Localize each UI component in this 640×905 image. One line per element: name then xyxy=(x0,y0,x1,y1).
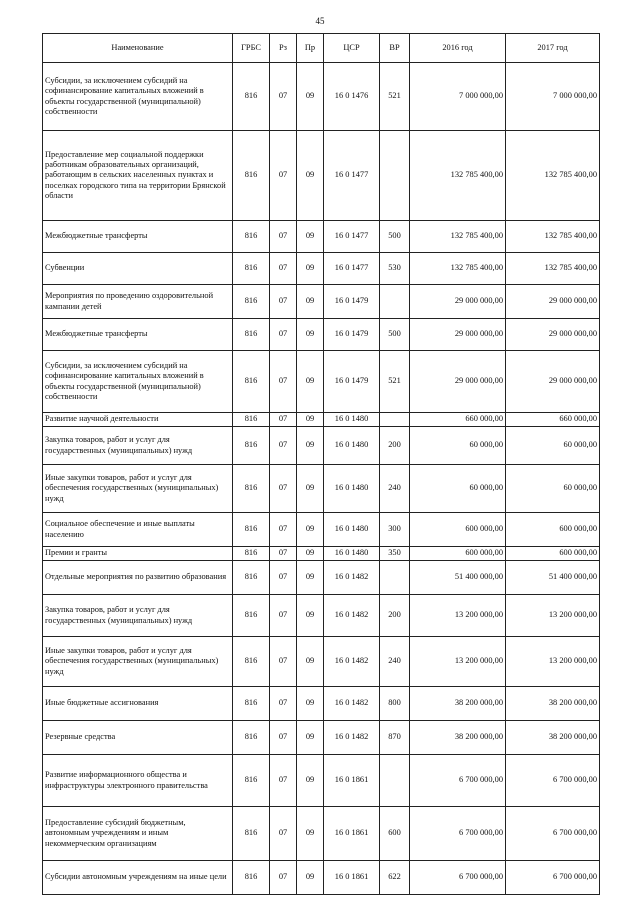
cell-rz: 07 xyxy=(270,221,297,253)
cell-rz: 07 xyxy=(270,131,297,221)
cell-vr xyxy=(380,755,410,807)
cell-2017: 29 000 000,00 xyxy=(506,319,600,351)
cell-pr: 09 xyxy=(297,63,324,131)
cell-vr: 800 xyxy=(380,687,410,721)
cell-grbs: 816 xyxy=(233,755,270,807)
cell-name: Социальное обеспечение и иные выплаты населению xyxy=(43,513,233,547)
page-number: 45 xyxy=(315,16,325,26)
cell-2017: 38 200 000,00 xyxy=(506,721,600,755)
cell-2017: 660 000,00 xyxy=(506,413,600,427)
cell-csr: 16 0 1477 xyxy=(324,221,380,253)
cell-rz: 07 xyxy=(270,561,297,595)
cell-2016: 132 785 400,00 xyxy=(410,253,506,285)
cell-pr: 09 xyxy=(297,547,324,561)
cell-grbs: 816 xyxy=(233,513,270,547)
cell-pr: 09 xyxy=(297,861,324,895)
table-header-row xyxy=(43,34,600,63)
cell-name: Субсидии автономным учреждениям на иные цели xyxy=(43,861,233,895)
table-body xyxy=(43,63,600,895)
cell-rz: 07 xyxy=(270,63,297,131)
cell-vr: 350 xyxy=(380,547,410,561)
cell-pr: 09 xyxy=(297,721,324,755)
table-row xyxy=(43,547,600,561)
cell-csr: 16 0 1482 xyxy=(324,637,380,687)
cell-name: Иные закупки товаров, работ и услуг для обеспечения государственных (муниципальных) нужд xyxy=(43,465,233,513)
cell-name: Отдельные мероприятия по развитию образования xyxy=(43,561,233,595)
cell-grbs: 816 xyxy=(233,63,270,131)
cell-grbs: 816 xyxy=(233,561,270,595)
cell-pr: 09 xyxy=(297,131,324,221)
cell-csr: 16 0 1861 xyxy=(324,807,380,861)
cell-2016: 29 000 000,00 xyxy=(410,285,506,319)
cell-csr: 16 0 1480 xyxy=(324,547,380,561)
header-vr: ВР xyxy=(380,34,410,63)
table-row xyxy=(43,285,600,319)
cell-2016: 60 000,00 xyxy=(410,465,506,513)
cell-rz: 07 xyxy=(270,547,297,561)
cell-vr xyxy=(380,561,410,595)
cell-pr: 09 xyxy=(297,807,324,861)
cell-grbs: 816 xyxy=(233,427,270,465)
cell-pr: 09 xyxy=(297,637,324,687)
cell-2016: 51 400 000,00 xyxy=(410,561,506,595)
cell-vr xyxy=(380,413,410,427)
cell-2017: 29 000 000,00 xyxy=(506,351,600,413)
cell-csr: 16 0 1479 xyxy=(324,319,380,351)
cell-rz: 07 xyxy=(270,637,297,687)
cell-pr: 09 xyxy=(297,427,324,465)
cell-2017: 51 400 000,00 xyxy=(506,561,600,595)
cell-vr: 200 xyxy=(380,595,410,637)
cell-vr xyxy=(380,285,410,319)
cell-2017: 13 200 000,00 xyxy=(506,637,600,687)
cell-rz: 07 xyxy=(270,861,297,895)
cell-2016: 132 785 400,00 xyxy=(410,131,506,221)
cell-pr: 09 xyxy=(297,513,324,547)
cell-pr: 09 xyxy=(297,351,324,413)
cell-grbs: 816 xyxy=(233,861,270,895)
cell-csr: 16 0 1480 xyxy=(324,465,380,513)
cell-csr: 16 0 1482 xyxy=(324,561,380,595)
table-row xyxy=(43,721,600,755)
table-row xyxy=(43,861,600,895)
cell-rz: 07 xyxy=(270,513,297,547)
header-grbs: ГРБС xyxy=(233,34,270,63)
cell-pr: 09 xyxy=(297,413,324,427)
cell-rz: 07 xyxy=(270,319,297,351)
cell-2016: 660 000,00 xyxy=(410,413,506,427)
cell-2017: 600 000,00 xyxy=(506,547,600,561)
cell-grbs: 816 xyxy=(233,285,270,319)
cell-2017: 132 785 400,00 xyxy=(506,221,600,253)
cell-rz: 07 xyxy=(270,427,297,465)
cell-name: Субсидии, за исключением субсидий на софинансирование капитальных вложений в объекты государственной (муниципальной) собственности xyxy=(43,63,233,131)
cell-name: Предоставление мер социальной поддержки работникам образовательных организаций, работающим в сельских населенных пунктах и поселках городского типа на территории Брянской области xyxy=(43,131,233,221)
header-csr: ЦСР xyxy=(324,34,380,63)
cell-vr: 300 xyxy=(380,513,410,547)
cell-name: Закупка товаров, работ и услуг для государственных (муниципальных) нужд xyxy=(43,595,233,637)
cell-vr: 530 xyxy=(380,253,410,285)
cell-grbs: 816 xyxy=(233,547,270,561)
cell-pr: 09 xyxy=(297,755,324,807)
table-row xyxy=(43,253,600,285)
cell-name: Развитие информационного общества и инфраструктуры электронного правительства xyxy=(43,755,233,807)
cell-rz: 07 xyxy=(270,413,297,427)
cell-2017: 13 200 000,00 xyxy=(506,595,600,637)
cell-pr: 09 xyxy=(297,465,324,513)
cell-grbs: 816 xyxy=(233,131,270,221)
cell-rz: 07 xyxy=(270,285,297,319)
cell-vr: 500 xyxy=(380,319,410,351)
cell-2016: 13 200 000,00 xyxy=(410,595,506,637)
cell-grbs: 816 xyxy=(233,595,270,637)
cell-grbs: 816 xyxy=(233,221,270,253)
header-pr: Пр xyxy=(297,34,324,63)
budget-table xyxy=(42,33,600,895)
table-row xyxy=(43,131,600,221)
header-rz: Рз xyxy=(270,34,297,63)
table-row xyxy=(43,513,600,547)
cell-name: Резервные средства xyxy=(43,721,233,755)
cell-csr: 16 0 1480 xyxy=(324,513,380,547)
cell-2016: 6 700 000,00 xyxy=(410,861,506,895)
table-row xyxy=(43,319,600,351)
cell-name: Субвенции xyxy=(43,253,233,285)
cell-name: Мероприятия по проведению оздоровительной кампании детей xyxy=(43,285,233,319)
cell-2017: 60 000,00 xyxy=(506,465,600,513)
cell-2017: 60 000,00 xyxy=(506,427,600,465)
cell-pr: 09 xyxy=(297,561,324,595)
cell-rz: 07 xyxy=(270,807,297,861)
cell-csr: 16 0 1482 xyxy=(324,687,380,721)
cell-vr: 521 xyxy=(380,63,410,131)
cell-2017: 38 200 000,00 xyxy=(506,687,600,721)
cell-rz: 07 xyxy=(270,595,297,637)
cell-2016: 6 700 000,00 xyxy=(410,807,506,861)
table-row xyxy=(43,63,600,131)
cell-2016: 600 000,00 xyxy=(410,513,506,547)
table-row xyxy=(43,755,600,807)
cell-csr: 16 0 1477 xyxy=(324,131,380,221)
table-row xyxy=(43,807,600,861)
table-row xyxy=(43,351,600,413)
cell-grbs: 816 xyxy=(233,721,270,755)
header-2017: 2017 год xyxy=(506,34,600,63)
cell-grbs: 816 xyxy=(233,807,270,861)
table-row xyxy=(43,221,600,253)
cell-grbs: 816 xyxy=(233,413,270,427)
cell-name: Межбюджетные трансферты xyxy=(43,319,233,351)
cell-2016: 132 785 400,00 xyxy=(410,221,506,253)
cell-name: Премии и гранты xyxy=(43,547,233,561)
cell-grbs: 816 xyxy=(233,465,270,513)
table-row xyxy=(43,561,600,595)
cell-rz: 07 xyxy=(270,253,297,285)
cell-2016: 38 200 000,00 xyxy=(410,687,506,721)
cell-pr: 09 xyxy=(297,253,324,285)
cell-2017: 6 700 000,00 xyxy=(506,755,600,807)
header-name: Наименование xyxy=(43,34,233,63)
cell-vr: 240 xyxy=(380,637,410,687)
header-2016: 2016 год xyxy=(410,34,506,63)
cell-csr: 16 0 1479 xyxy=(324,285,380,319)
cell-csr: 16 0 1861 xyxy=(324,861,380,895)
cell-2017: 132 785 400,00 xyxy=(506,253,600,285)
cell-pr: 09 xyxy=(297,595,324,637)
cell-grbs: 816 xyxy=(233,319,270,351)
cell-vr xyxy=(380,131,410,221)
cell-2016: 38 200 000,00 xyxy=(410,721,506,755)
cell-grbs: 816 xyxy=(233,351,270,413)
cell-vr: 521 xyxy=(380,351,410,413)
cell-rz: 07 xyxy=(270,351,297,413)
cell-pr: 09 xyxy=(297,687,324,721)
cell-2016: 29 000 000,00 xyxy=(410,319,506,351)
cell-csr: 16 0 1480 xyxy=(324,427,380,465)
table-row xyxy=(43,465,600,513)
cell-csr: 16 0 1482 xyxy=(324,595,380,637)
cell-name: Развитие научной деятельности xyxy=(43,413,233,427)
cell-csr: 16 0 1482 xyxy=(324,721,380,755)
cell-2016: 7 000 000,00 xyxy=(410,63,506,131)
cell-vr: 600 xyxy=(380,807,410,861)
cell-grbs: 816 xyxy=(233,637,270,687)
cell-csr: 16 0 1477 xyxy=(324,253,380,285)
cell-grbs: 816 xyxy=(233,253,270,285)
cell-2017: 6 700 000,00 xyxy=(506,807,600,861)
cell-name: Субсидии, за исключением субсидий на софинансирование капитальных вложений в объекты государственной (муниципальной) собственности xyxy=(43,351,233,413)
cell-name: Предоставление субсидий бюджетным, автономным учреждениям и иным некоммерческим организациям xyxy=(43,807,233,861)
table-row xyxy=(43,413,600,427)
cell-rz: 07 xyxy=(270,465,297,513)
cell-vr: 500 xyxy=(380,221,410,253)
cell-csr: 16 0 1480 xyxy=(324,413,380,427)
table-row xyxy=(43,595,600,637)
cell-pr: 09 xyxy=(297,221,324,253)
cell-2017: 7 000 000,00 xyxy=(506,63,600,131)
cell-name: Закупка товаров, работ и услуг для государственных (муниципальных) нужд xyxy=(43,427,233,465)
cell-2017: 600 000,00 xyxy=(506,513,600,547)
cell-vr: 240 xyxy=(380,465,410,513)
cell-rz: 07 xyxy=(270,755,297,807)
cell-pr: 09 xyxy=(297,285,324,319)
table-row xyxy=(43,427,600,465)
cell-2016: 600 000,00 xyxy=(410,547,506,561)
cell-vr: 200 xyxy=(380,427,410,465)
cell-csr: 16 0 1479 xyxy=(324,351,380,413)
cell-rz: 07 xyxy=(270,687,297,721)
cell-2017: 6 700 000,00 xyxy=(506,861,600,895)
cell-2016: 60 000,00 xyxy=(410,427,506,465)
table-row xyxy=(43,687,600,721)
cell-pr: 09 xyxy=(297,319,324,351)
cell-csr: 16 0 1476 xyxy=(324,63,380,131)
cell-grbs: 816 xyxy=(233,687,270,721)
cell-csr: 16 0 1861 xyxy=(324,755,380,807)
cell-name: Иные закупки товаров, работ и услуг для обеспечения государственных (муниципальных) нужд xyxy=(43,637,233,687)
cell-name: Межбюджетные трансферты xyxy=(43,221,233,253)
cell-vr: 870 xyxy=(380,721,410,755)
cell-rz: 07 xyxy=(270,721,297,755)
cell-2016: 29 000 000,00 xyxy=(410,351,506,413)
table-row xyxy=(43,637,600,687)
cell-2017: 29 000 000,00 xyxy=(506,285,600,319)
cell-name: Иные бюджетные ассигнования xyxy=(43,687,233,721)
cell-vr: 622 xyxy=(380,861,410,895)
cell-2016: 13 200 000,00 xyxy=(410,637,506,687)
cell-2017: 132 785 400,00 xyxy=(506,131,600,221)
cell-2016: 6 700 000,00 xyxy=(410,755,506,807)
